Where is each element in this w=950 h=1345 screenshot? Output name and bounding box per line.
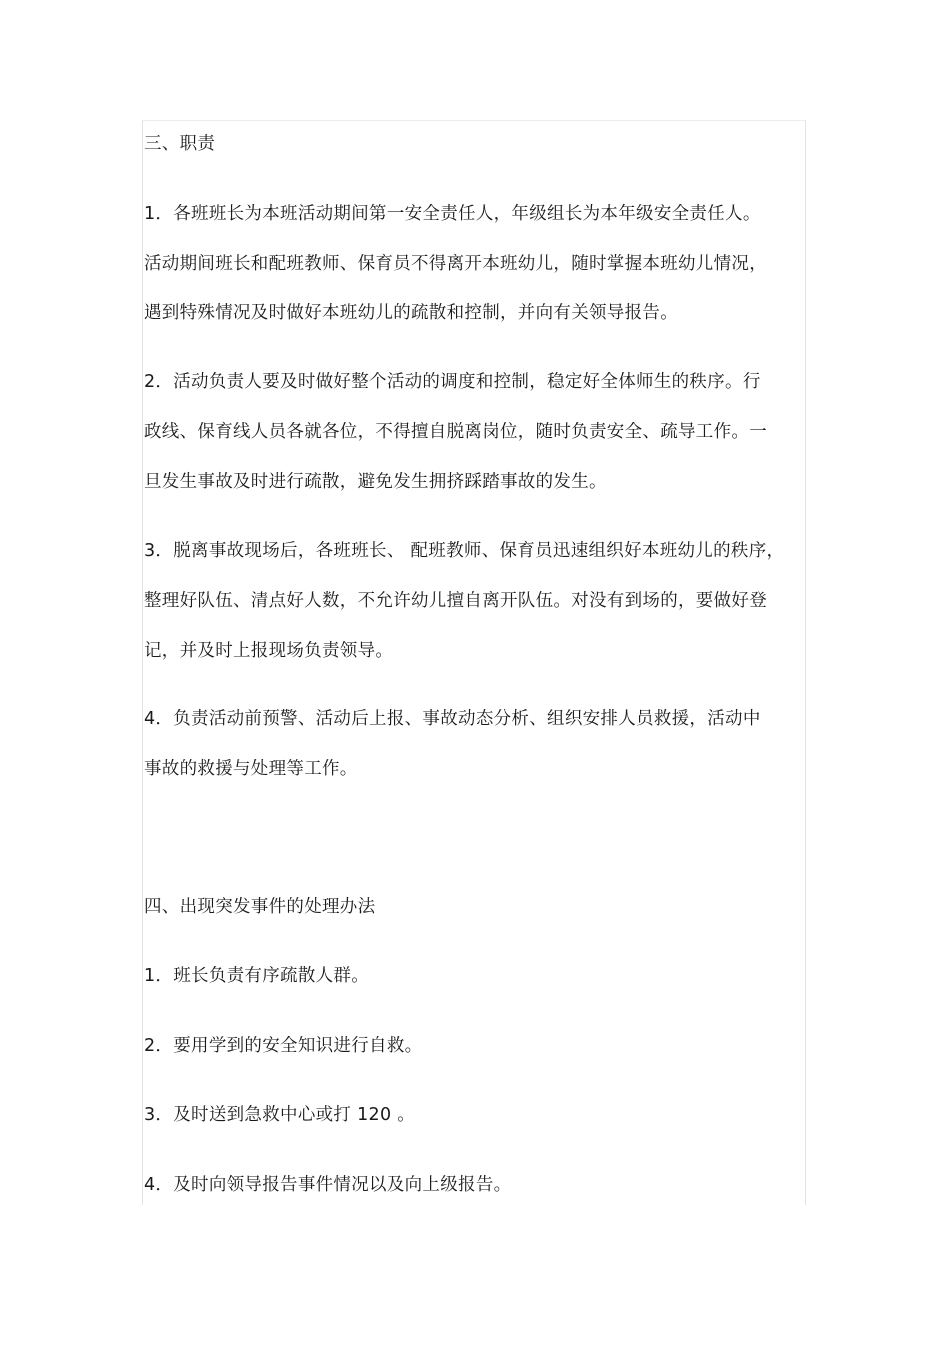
- duty-3-line-2: 整理好队伍、清点好人数，不允许幼儿擅自离开队伍。对没有到场的，要做好登: [144, 591, 767, 611]
- duty-1-line-3: 遇到特殊情况及时做好本班幼儿的疏散和控制，并向有关领导报告。: [144, 303, 678, 323]
- emergency-item-3: 3．及时送到急救中心或打 120 。: [144, 1105, 416, 1125]
- emergency-item-4: 4．及时向领导报告事件情况以及向上级报告。: [144, 1175, 512, 1195]
- section-heading-duties: 三、职责: [144, 134, 216, 154]
- duty-2-line-2: 政线、保育线人员各就各位，不得擅自脱离岗位，随时负责安全、疏导工作。一: [144, 422, 767, 442]
- duty-3-line-3: 记，并及时上报现场负责领导。: [144, 641, 394, 661]
- duty-2-line-1: 2．活动负责人要及时做好整个活动的调度和控制，稳定好全体师生的秩序。行: [144, 372, 761, 392]
- duty-1-line-1: 1．各班班长为本班活动期间第一安全责任人，年级组长为本年级安全责任人。: [144, 204, 761, 224]
- section-heading-emergency: 四、出现突发事件的处理办法: [144, 897, 376, 917]
- duty-1-line-2: 活动期间班长和配班教师、保育员不得离开本班幼儿，随时掌握本班幼儿情况，: [144, 254, 767, 274]
- duty-3-line-1: 3．脱离事故现场后，各班班长、 配班教师、保育员迅速组织好本班幼儿的秩序，: [144, 541, 785, 561]
- duty-2-line-3: 旦发生事故及时进行疏散，避免发生拥挤踩踏事故的发生。: [144, 472, 607, 492]
- emergency-item-1: 1．班长负责有序疏散人群。: [144, 966, 370, 986]
- emergency-item-2: 2．要用学到的安全知识进行自救。: [144, 1036, 423, 1056]
- duty-4-line-2: 事故的救援与处理等工作。: [144, 759, 358, 779]
- duty-4-line-1: 4．负责活动前预警、活动后上报、事故动态分析、组织安排人员救援，活动中: [144, 709, 761, 729]
